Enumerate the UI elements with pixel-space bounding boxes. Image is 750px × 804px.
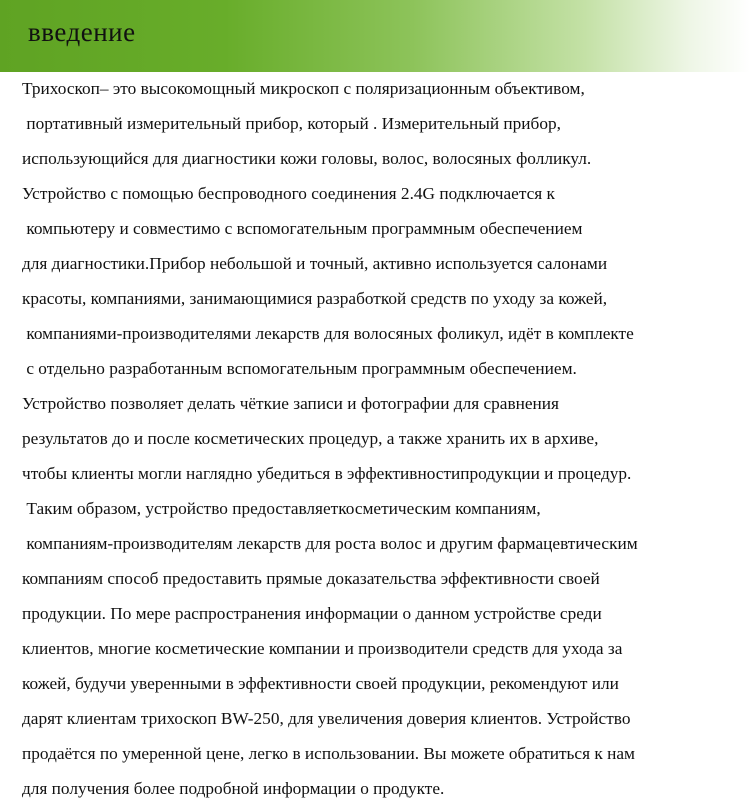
text-line: для диагностики.Прибор небольшой и точный, активно используется салонами xyxy=(22,254,608,273)
text-line: использующийся для диагностики кожи головы, волос, волосяных фолликул. xyxy=(22,149,592,168)
text-line: дарят клиентам трихоскоп BW-250, для увеличения доверия клиентов. Устройство xyxy=(22,709,631,728)
text-line: Таким образом, устройство предоставляеткосметическим компаниям, xyxy=(22,499,541,518)
header-banner xyxy=(0,0,750,72)
text-line: компьютеру и совместимо с вспомогательным программным обеспечением xyxy=(22,219,583,238)
text-line: для получения более подробной информации о продукте. xyxy=(22,779,445,798)
text-line: Устройство позволяет делать чёткие записи и фотографии для сравнения xyxy=(22,394,559,413)
section-title: введение xyxy=(28,17,136,47)
text-line: чтобы клиенты могли наглядно убедиться в эффективностипродукции и процедур. xyxy=(22,464,632,483)
text-line: продукции. По мере распространения информации о данном устройстве среди xyxy=(22,604,602,623)
text-line: компаниям-производителям лекарств для роста волос и другим фармацевтическим xyxy=(22,534,638,553)
text-line: красоты, компаниями, занимающимися разработкой средств по уходу за кожей, xyxy=(22,289,608,308)
text-line: компаниям способ предоставить прямые доказательства эффективности своей xyxy=(22,569,600,588)
text-line: Трихоскоп– это высокомощный микроскоп с поляризационным объективом, xyxy=(22,79,585,98)
text-line: Устройство с помощью беспроводного соединения 2.4G подключается к xyxy=(22,184,555,203)
text-line: портативный измерительный прибор, который . Измерительный прибор, xyxy=(22,114,561,133)
text-line: клиентов, многие косметические компании и производители средств для ухода за xyxy=(22,639,623,658)
text-line: продаётся по умеренной цене, легко в использовании. Вы можете обратиться к нам xyxy=(22,744,635,763)
text-line: результатов до и после косметических процедур, а также хранить их в архиве, xyxy=(22,429,599,448)
text-line: с отдельно разработанным вспомогательным программным обеспечением. xyxy=(22,359,577,378)
text-line: компаниями-производителями лекарств для волосяных фоликул, идёт в комплекте xyxy=(22,324,634,343)
text-line: кожей, будучи уверенными в эффективности своей продукции, рекомендуют или xyxy=(22,674,619,693)
